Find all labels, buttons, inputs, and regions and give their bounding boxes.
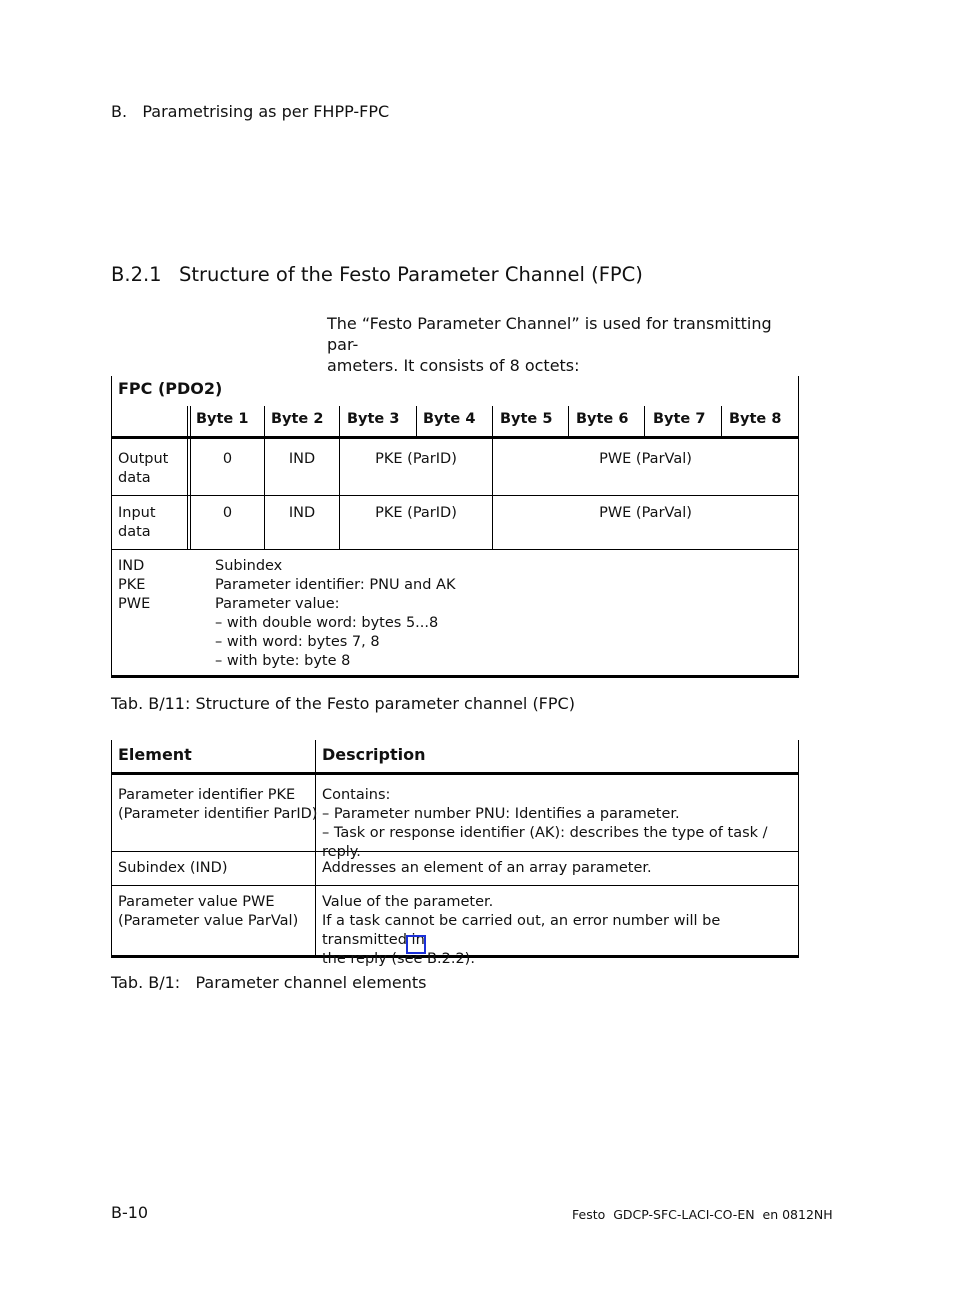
chapter-letter: B. xyxy=(111,102,128,121)
section-title: Structure of the Festo Parameter Channel (FPC) xyxy=(179,263,643,286)
intro-line: The “Festo Parameter Channel” is used for transmitting par- xyxy=(327,314,772,354)
section-number: B.2.1 xyxy=(111,263,162,286)
intro-paragraph xyxy=(327,313,797,376)
input-pwe: PWE (ParVal) xyxy=(599,505,692,521)
table-divider xyxy=(721,406,722,437)
description-ind: Addresses an element of an array parameter. xyxy=(322,860,652,876)
table-rule-thick xyxy=(111,436,799,439)
fpc-table-title: FPC (PDO2) xyxy=(118,379,223,398)
table-rule-thick xyxy=(111,772,799,775)
element-pke: Parameter identifier PKE (Parameter identifier ParID) xyxy=(118,787,318,822)
header-description: Description xyxy=(322,745,426,764)
byte-header: Byte 6 xyxy=(576,411,629,427)
legend-abbreviations: IND PKE PWE xyxy=(118,558,151,612)
table-divider xyxy=(644,406,645,437)
table-divider xyxy=(568,406,569,437)
table-divider xyxy=(264,406,265,437)
table-border xyxy=(798,376,799,678)
output-byte1: 0 xyxy=(222,451,233,467)
byte-header: Byte 1 xyxy=(196,411,249,427)
byte-header: Byte 3 xyxy=(347,411,400,427)
header-element: Element xyxy=(118,745,192,764)
table-rule xyxy=(111,495,799,496)
elements-table xyxy=(111,740,799,967)
page-number: B-10 xyxy=(111,1203,149,1222)
byte-header: Byte 4 xyxy=(423,411,476,427)
table-rule xyxy=(111,885,799,886)
document-id: Festo GDCP-SFC-LACI-CO-EN en 0812NH xyxy=(572,1207,833,1222)
description-pke: Contains: – Parameter number PNU: Identifies a parameter. – Task or response identifier (AK): describes the type of task / reply. xyxy=(322,787,768,860)
byte-header: Byte 8 xyxy=(729,411,782,427)
byte-header: Byte 5 xyxy=(500,411,553,427)
table-rule xyxy=(111,549,799,550)
input-pke: PKE (ParID) xyxy=(375,505,457,521)
output-pwe: PWE (ParVal) xyxy=(599,451,692,467)
table-divider xyxy=(187,406,188,550)
output-pke: PKE (ParID) xyxy=(375,451,457,467)
table-caption-elements: Tab. B/1: Parameter channel elements xyxy=(111,973,427,992)
table-divider xyxy=(339,406,340,437)
table-divider xyxy=(190,406,191,550)
intro-line: ameters. It consists of 8 octets: xyxy=(327,356,580,375)
table-caption-fpc: Tab. B/11: Structure of the Festo parameter channel (FPC) xyxy=(111,694,575,713)
table-divider xyxy=(416,406,417,437)
running-header xyxy=(111,102,389,121)
table-border xyxy=(111,376,112,678)
element-ind: Subindex (IND) xyxy=(118,860,228,876)
section-heading xyxy=(111,263,643,286)
table-rule-thick xyxy=(111,675,799,678)
legend-descriptions: Subindex Parameter identifier: PNU and AK Parameter value: – with double word: bytes 5...8 – with word: bytes 7, 8 – with byte: byte 8 xyxy=(215,558,456,669)
chapter-title: Parametrising as per FHPP-FPC xyxy=(142,102,390,121)
row-label-input: Input data xyxy=(118,505,156,540)
byte-header: Byte 2 xyxy=(271,411,324,427)
cross-reference-link[interactable] xyxy=(406,935,426,954)
byte-header: Byte 7 xyxy=(653,411,706,427)
input-byte2: IND xyxy=(288,505,316,521)
row-label-output: Output data xyxy=(118,451,169,486)
fpc-structure-table xyxy=(111,376,799,678)
description-pwe: Value of the parameter. If a task cannot be carried out, an error number will be transmitted in the reply (see B.2.2). xyxy=(322,894,721,967)
input-byte1: 0 xyxy=(222,505,233,521)
output-byte2: IND xyxy=(288,451,316,467)
table-divider xyxy=(492,406,493,437)
element-pwe: Parameter value PWE (Parameter value ParVal) xyxy=(118,894,299,929)
